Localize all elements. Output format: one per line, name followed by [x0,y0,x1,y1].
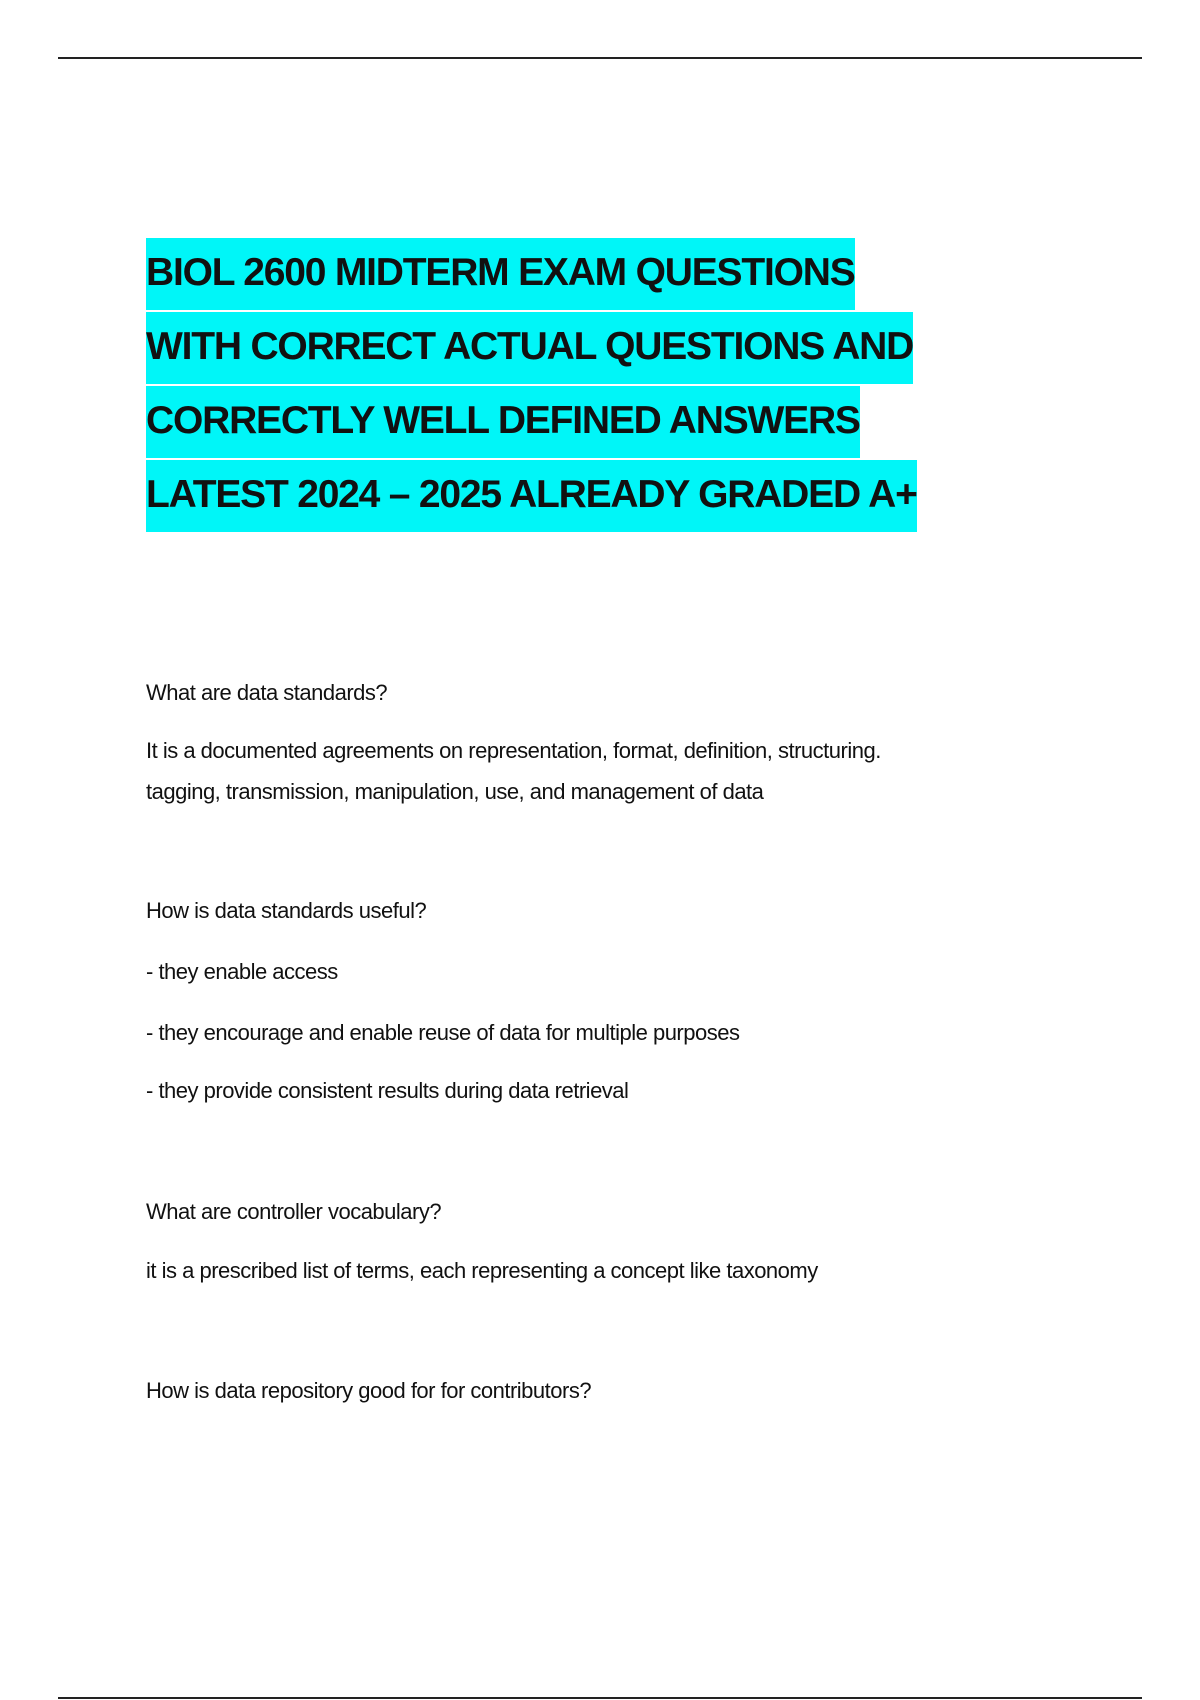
answer-line: It is a documented agreements on representation, format, definition, structuring. [146,738,881,763]
title-line: CORRECTLY WELL DEFINED ANSWERS [146,386,860,458]
answer-line: - they encourage and enable reuse of data for multiple purposes [146,1020,740,1045]
answer-line: - they enable access [146,959,338,984]
answer-line: - they provide consistent results during data retrieval [146,1078,629,1103]
title-line: LATEST 2024 – 2025 ALREADY GRADED A+ [146,460,917,532]
answer-line: tagging, transmission, manipulation, use, and management of data [146,779,764,804]
footer-rule [58,1697,1142,1699]
question: What are controller vocabulary? [146,1199,442,1224]
header-rule [58,57,1142,59]
question: How is data repository good for for contributors? [146,1378,592,1403]
answer-line: it is a prescribed list of terms, each representing a concept like taxonomy [146,1258,818,1283]
title-line: BIOL 2600 MIDTERM EXAM QUESTIONS [146,238,855,310]
document-title [146,238,917,534]
question: How is data standards useful? [146,898,427,923]
title-line: WITH CORRECT ACTUAL QUESTIONS AND [146,312,913,384]
question: What are data standards? [146,680,388,705]
